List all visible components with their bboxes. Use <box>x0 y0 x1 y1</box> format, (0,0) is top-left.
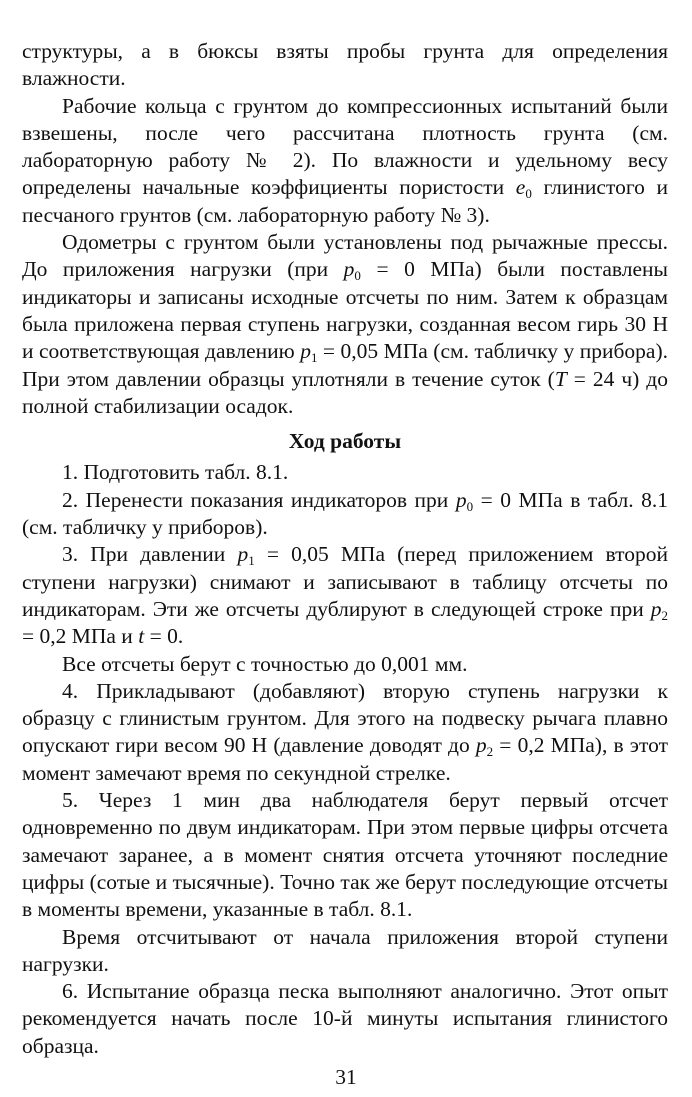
paragraph-samples-weighing <box>22 93 668 229</box>
subscript: 0 <box>525 186 532 202</box>
subscript: 1 <box>310 350 318 366</box>
variable-t: t <box>138 624 145 649</box>
variable-p: p <box>300 339 311 364</box>
step-3-note: Все отсчеты берут с точностью до 0,001 мм. <box>62 651 468 676</box>
text-run: глинистого и песчаного грунтов (см. лабораторную работу № 3). <box>22 175 668 227</box>
text-run: 4. Прикладывают (добавляют) вторую ступень нагрузки к образцу с глинистым грунтом. Для этого на подвеску рычага плавно опускают гири весом 90 Н (давление доводят до <box>22 678 668 758</box>
paragraph-continuation: структуры, а в бюксы взяты пробы грунта для определения влажности. <box>22 39 668 91</box>
subscript: 0 <box>466 498 474 514</box>
variable-p: p <box>343 257 355 282</box>
text-run: = 0 МПа в табл. 8.1 (см. табличку у приборов). <box>22 487 669 540</box>
variable-T: T <box>554 366 567 391</box>
page-number: 31 <box>335 1065 357 1089</box>
step-3 <box>22 541 668 650</box>
paragraph-odometers <box>22 229 668 420</box>
text-run: 3. При давлении <box>62 542 238 567</box>
section-heading: Ход работы <box>288 429 402 454</box>
subscript: 1 <box>248 553 255 569</box>
text-run: = 0,2 МПа), в этот момент замечают время по секундной стрелке. <box>22 733 668 785</box>
text-run: Одометры с грунтом были установлены под рычажные прессы. До приложения нагрузки (при <box>22 230 668 282</box>
text-run: = 0. <box>144 624 184 649</box>
text-run: 2. Перенести показания индикаторов при <box>62 487 456 512</box>
variable-p: p <box>237 542 249 567</box>
text-run: = 0 МПа) были поставлены индикаторы и записаны исходные отсчеты по ним. Затем к образцам была приложена первая ступень нагрузки, созданная весом гирь 30 Н и соответствующая давлению <box>22 257 668 364</box>
subscript: 2 <box>486 744 494 760</box>
subscript: 0 <box>354 268 361 284</box>
step-6: 6. Испытание образца песка выполняют аналогично. Этот опыт рекомендуется начать после 10-й минуты испытания глинистого образца. <box>22 979 668 1058</box>
text-run: = 0,05 МПа (см. табличку у прибора). При этом давлении образцы уплотняли в течение суток ( <box>22 339 668 391</box>
step-2 <box>22 487 668 542</box>
step-4 <box>22 678 668 787</box>
step-1: 1. Подготовить табл. 8.1. <box>62 460 289 485</box>
variable-p: p <box>475 733 487 758</box>
variable-p: p <box>650 596 662 621</box>
text-run: = 0,2 МПа и <box>22 624 139 649</box>
variable-p: p <box>455 487 467 512</box>
text-run: = 24 ч) до полной стабилизации осадок. <box>22 366 668 418</box>
subscript: 2 <box>661 607 668 623</box>
text-run: Рабочие кольца с грунтом до компрессионных испытаний были взвешены, после чего рассчитана плотность грунта (см. лабораторную работу № 2). По влажности и удельному весу определены начальные коэффициенты пористости <box>22 93 668 200</box>
text-run: = 0,05 МПа (перед приложением второй ступени нагрузки) снимают и записывают в таблицу отсчеты по индикаторам. Эти же отсчеты дублируют в следующей строке при <box>22 542 669 621</box>
variable-e: e <box>515 175 526 200</box>
step-5: 5. Через 1 мин два наблюдателя берут первый отсчет одновременно по двум индикаторам. При этом первые цифры отсчета замечают заранее, а в момент снятия отсчета уточняют последние цифры (сотые и тысячные). Точно так же берут последующие отсчеты в моменты времени, указанные в табл. 8.1. <box>22 788 668 922</box>
step-5-note: Время отсчитывают от начала приложения второй ступени нагрузки. <box>22 924 668 976</box>
